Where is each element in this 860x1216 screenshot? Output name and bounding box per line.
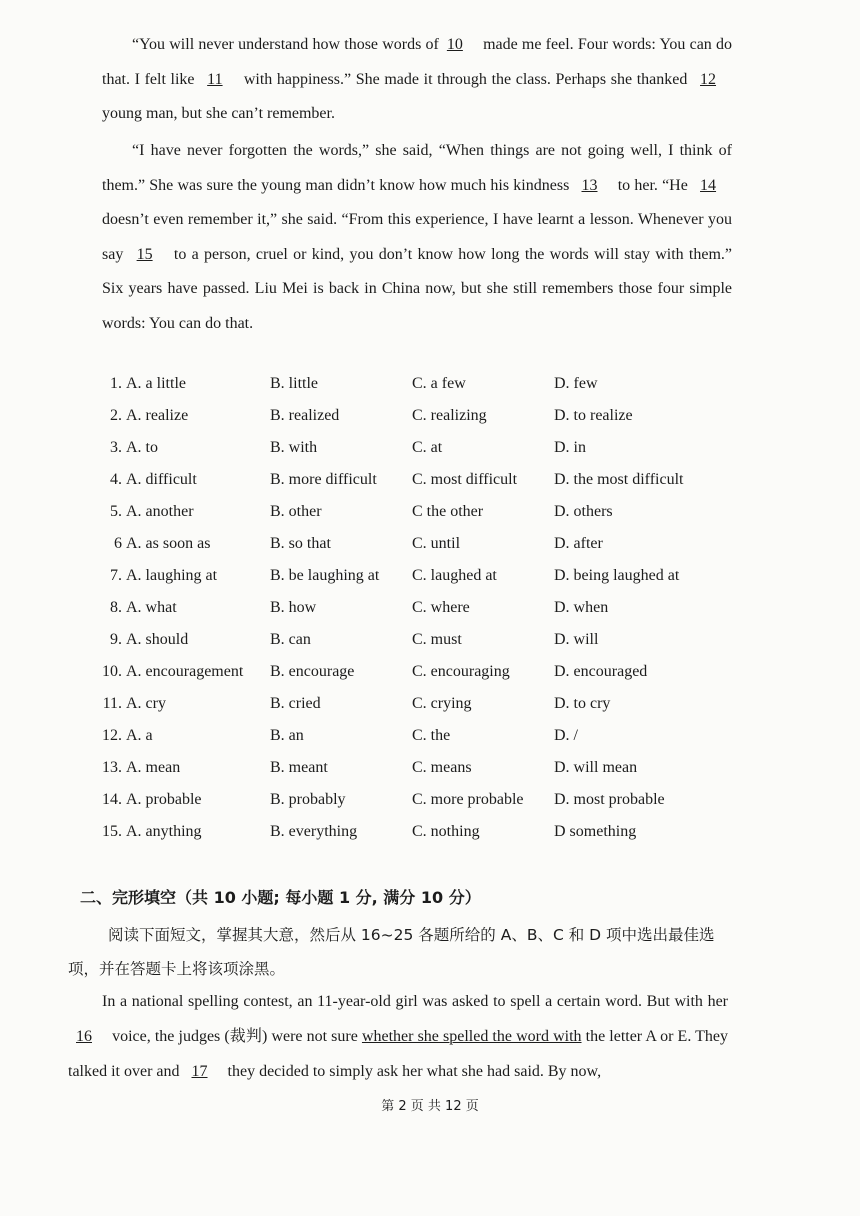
- option-c: C. more probable: [412, 791, 524, 808]
- option-c: C. nothing: [412, 823, 480, 840]
- option-row: [80, 816, 780, 848]
- option-row: [80, 496, 780, 528]
- passage-text: to a person, cruel or kind, you don’t know how long the words will stay with them.” Six years have passed. Liu Mei is back in China now, but she still remembers those four simple words: You can do that.: [102, 245, 733, 332]
- option-d: D something: [554, 823, 637, 840]
- option-row: [80, 592, 780, 624]
- passage-text: “I have never forgotten the words,” she said, “When things are not going well, I think of them.” She was sure the young man didn’t know how much his kindness: [102, 142, 732, 194]
- option-b: B. how: [270, 599, 317, 616]
- blank-13: 13: [581, 176, 598, 194]
- section-2-title: 二、完形填空（共 10 小题; 每小题 1 分, 满分 10 分）: [80, 888, 481, 907]
- question-number: 5.: [110, 503, 122, 520]
- option-a: A. difficult: [126, 471, 197, 488]
- option-d: D. others: [554, 503, 613, 520]
- option-d: D. in: [554, 439, 586, 456]
- option-row: [80, 720, 780, 752]
- question-number: 12.: [102, 727, 122, 744]
- option-a: A. what: [126, 599, 177, 616]
- passage-text: they decided to simply ask her what she had said. By now,: [227, 1063, 602, 1080]
- option-b: B. meant: [270, 759, 328, 776]
- question-number: 14.: [102, 791, 122, 808]
- option-row: [80, 400, 780, 432]
- option-a: A. another: [126, 503, 194, 520]
- option-a: A. realize: [126, 407, 189, 424]
- option-row: [80, 656, 780, 688]
- option-row: [80, 560, 780, 592]
- question-number: 3.: [110, 439, 122, 456]
- question-number: 6: [114, 535, 122, 552]
- option-d: D. to cry: [554, 695, 611, 712]
- option-d: D. will mean: [554, 759, 638, 776]
- question-number: 13.: [102, 759, 122, 776]
- option-b: B. more difficult: [270, 471, 377, 488]
- option-c: C. at: [412, 439, 443, 456]
- question-number: 8.: [110, 599, 122, 616]
- option-row: [80, 784, 780, 816]
- section-2-instruction: [68, 918, 728, 986]
- option-d: D. the most difficult: [554, 471, 684, 488]
- option-a: A. laughing at: [126, 567, 218, 584]
- passage-text: made me feel. Four words: You can do that. I felt like: [102, 36, 733, 88]
- passage-paragraph-2: [102, 134, 732, 341]
- option-c: C. realizing: [412, 407, 487, 424]
- option-d: D. few: [554, 375, 598, 392]
- option-b: B. an: [270, 727, 304, 744]
- question-number: 1.: [110, 375, 122, 392]
- question-number: 2.: [110, 407, 122, 424]
- passage-text: In a national spelling contest, an 11-year-old girl was asked to spell a certain word. But with her: [102, 993, 728, 1010]
- option-row: [80, 624, 780, 656]
- page-footer: 第 2 页 共 12 页: [381, 1099, 479, 1114]
- option-c: C. crying: [412, 695, 472, 712]
- option-d: D. when: [554, 599, 609, 616]
- question-number: 15.: [102, 823, 122, 840]
- option-c: C. the: [412, 727, 451, 744]
- question-number: 4.: [110, 471, 122, 488]
- question-number: 9.: [110, 631, 122, 648]
- option-c: C. laughed at: [412, 567, 497, 584]
- option-c: C. until: [412, 535, 461, 552]
- blank-10: 10: [446, 36, 463, 53]
- option-b: B. can: [270, 631, 311, 648]
- option-a: A. cry: [126, 695, 166, 712]
- option-c: C. must: [412, 631, 462, 648]
- blank-16: 16: [76, 1028, 92, 1045]
- passage-text: young man, but she can’t remember.: [102, 105, 335, 122]
- option-a: A. mean: [126, 759, 181, 776]
- blank-17: 17: [191, 1063, 208, 1080]
- option-d: D. to realize: [554, 407, 633, 424]
- option-b: B. everything: [270, 823, 358, 840]
- option-c: C. a few: [412, 375, 466, 392]
- question-number: 7.: [110, 567, 122, 584]
- option-b: B. cried: [270, 695, 321, 712]
- passage-text: to her. “He: [617, 176, 688, 194]
- option-b: B. with: [270, 439, 318, 456]
- passage-paragraph-1: [102, 28, 732, 132]
- option-d: D. /: [554, 727, 578, 744]
- option-a: A. should: [126, 631, 189, 648]
- option-c: C the other: [412, 503, 484, 520]
- option-d: D. being laughed at: [554, 567, 680, 584]
- blank-11: 11: [207, 70, 223, 88]
- option-d: D. after: [554, 535, 603, 552]
- option-d: D. most probable: [554, 791, 665, 808]
- option-b: B. realized: [270, 407, 340, 424]
- option-row: [80, 432, 780, 464]
- option-a: A. anything: [126, 823, 202, 840]
- option-d: D. encouraged: [554, 663, 648, 680]
- passage-text: “You will never understand how those words of: [132, 36, 439, 53]
- question-number: 11.: [102, 695, 122, 712]
- option-a: A. to: [126, 439, 158, 456]
- option-row: [80, 688, 780, 720]
- option-row: [80, 464, 780, 496]
- option-c: C. most difficult: [412, 471, 518, 488]
- option-row: [80, 528, 780, 560]
- option-b: B. encourage: [270, 663, 355, 680]
- passage-text: with happiness.” She made it through the class. Perhaps she thanked: [243, 70, 688, 88]
- option-b: B. so that: [270, 535, 331, 552]
- option-c: C. where: [412, 599, 470, 616]
- instruction-text: 阅读下面短文，掌握其大意，然后从 16~25 各题所给的 A、B、C 和 D 项中选出最佳选项，并在答题卡上将该项涂黑。: [68, 926, 715, 978]
- option-c: C. means: [412, 759, 472, 776]
- passage-text: voice, the judges (裁判) were not sure: [112, 1028, 358, 1045]
- cloze-passage: [68, 984, 728, 1089]
- blank-15: 15: [136, 245, 153, 263]
- option-row: [80, 752, 780, 784]
- option-row: [80, 368, 780, 400]
- passage-text: the letter A or E. They talked it over and: [68, 1028, 729, 1080]
- option-b: B. little: [270, 375, 318, 392]
- option-b: B. probably: [270, 791, 346, 808]
- blank-14: 14: [700, 176, 717, 194]
- option-a: A. a: [126, 727, 153, 744]
- option-a: A. as soon as: [126, 535, 211, 552]
- passage-text: doesn’t even remember it,” she said. “From this experience, I have learnt a lesson. Whenever you say: [102, 211, 732, 263]
- option-c: C. encouraging: [412, 663, 510, 680]
- option-a: A. encouragement: [126, 663, 244, 680]
- handwritten-underline: whether she spelled the word with: [361, 1028, 582, 1045]
- question-number: 10.: [102, 663, 122, 680]
- option-b: B. be laughing at: [270, 567, 380, 584]
- option-a: A. a little: [126, 375, 186, 392]
- option-a: A. probable: [126, 791, 202, 808]
- answer-options: [80, 368, 780, 848]
- option-b: B. other: [270, 503, 322, 520]
- blank-12: 12: [700, 70, 717, 88]
- option-d: D. will: [554, 631, 599, 648]
